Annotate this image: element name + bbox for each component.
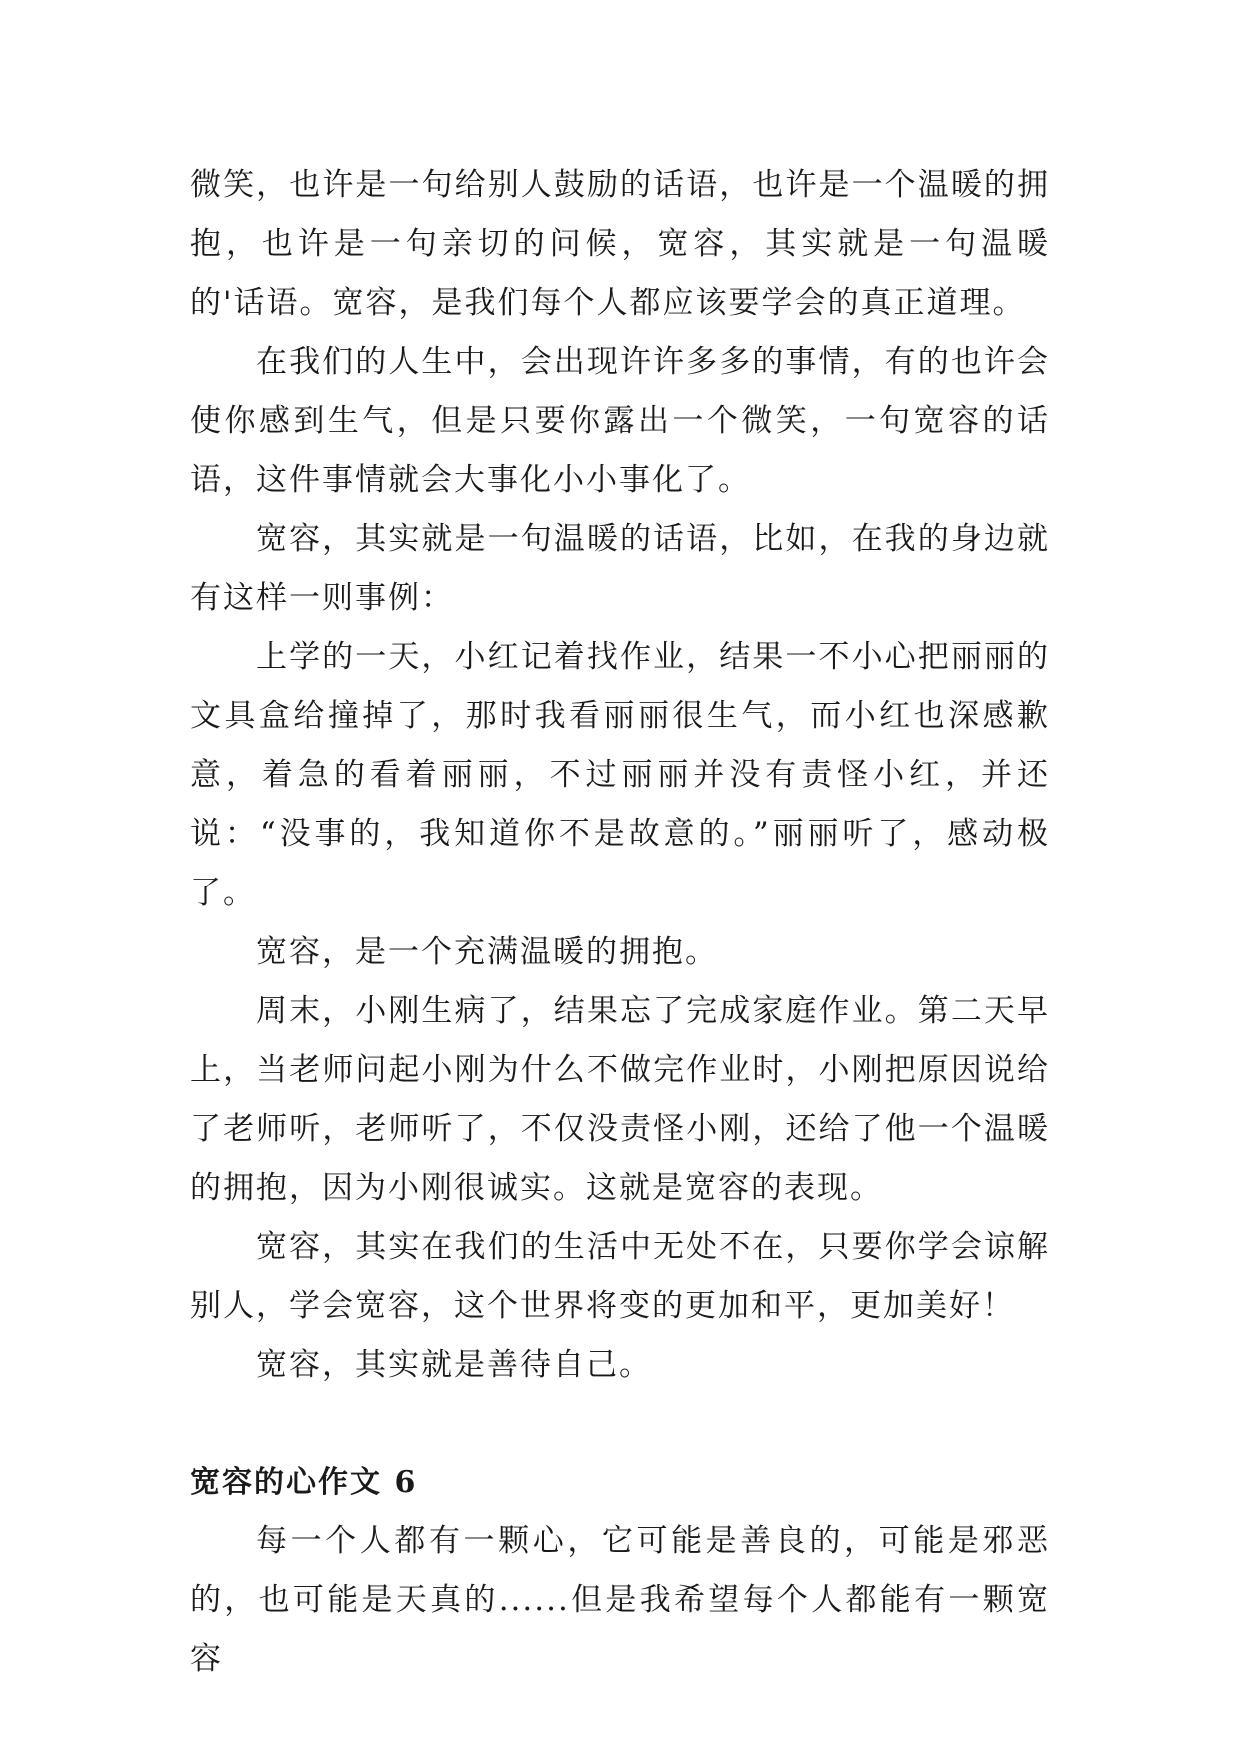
section-title: 宽容的心作文 6 xyxy=(190,1465,418,1500)
paragraph: 宽容，其实就是善待自己。 xyxy=(256,1347,652,1383)
paragraph: 宽容，其实就是一句温暖的话语，比如，在我的身边就有这样一则事例： xyxy=(190,521,1050,616)
paragraph: 在我们的人生中，会出现许许多多的事情，有的也许会使你感到生气，但是只要你露出一个微笑，一句宽容的话语，这件事情就会大事化小小事化了。 xyxy=(190,344,1050,498)
paragraph: 每一个人都有一颗心，它可能是善良的，可能是邪恶的，也可能是天真的......但是我希望每个人都能有一颗宽容 xyxy=(190,1523,1050,1677)
document-body xyxy=(190,156,1050,1689)
paragraph-continued: 微笑，也许是一句给别人鼓励的话语，也许是一个温暖的拥抱，也许是一句亲切的问候，宽容，其实就是一句温暖的'话语。宽容，是我们每个人都应该要学会的真正道理。 xyxy=(190,167,1050,321)
paragraph: 宽容，其实在我们的生活中无处不在，只要你学会谅解别人，学会宽容，这个世界将变的更加和平，更加美好！ xyxy=(190,1229,1050,1324)
paragraph: 周末，小刚生病了，结果忘了完成家庭作业。第二天早上，当老师问起小刚为什么不做完作业时，小刚把原因说给了老师听，老师听了，不仅没责怪小刚，还给了他一个温暖的拥抱，因为小刚很诚实。这就是宽容的表现。 xyxy=(190,993,1050,1206)
paragraph: 上学的一天，小红记着找作业，结果一不小心把丽丽的文具盒给撞掉了，那时我看丽丽很生气，而小红也深感歉意，着急的看着丽丽，不过丽丽并没有责怪小红，并还说：“没事的，我知道你不是故意的。”丽丽听了，感动极了。 xyxy=(190,639,1050,911)
paragraph: 宽容，是一个充满温暖的拥抱。 xyxy=(256,934,718,970)
